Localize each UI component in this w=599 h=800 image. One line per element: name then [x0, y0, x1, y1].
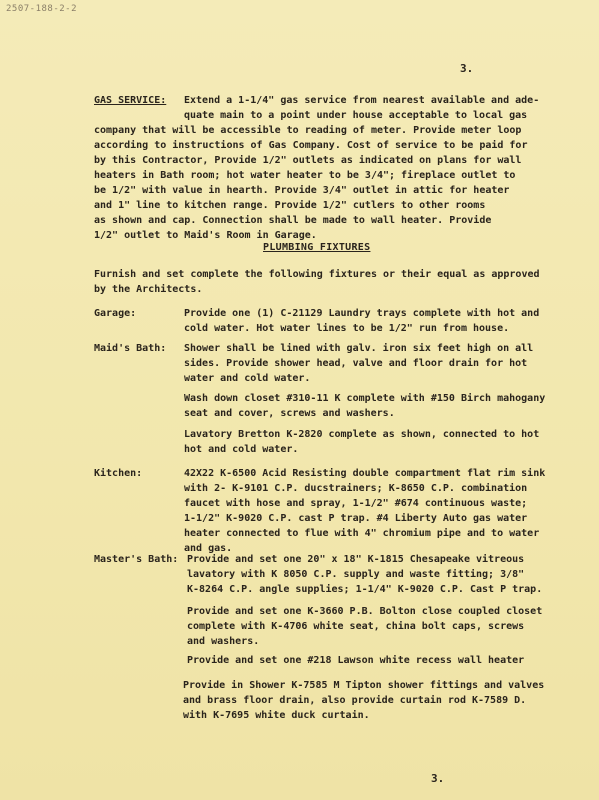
gas-line-10: 1/2" outlet to Maid's Room in Garage.	[94, 230, 317, 241]
gas-service-label-row	[94, 93, 166, 108]
masters-bath-p3-line-1: Provide and set one #218 Lawson white recess wall heater	[187, 655, 525, 666]
maids-bath-p1-line-2: sides. Provide shower head, valve and floor drain for hot	[184, 358, 528, 369]
page-number-bottom: 3.	[431, 772, 445, 785]
garage-text	[184, 306, 539, 336]
masters-bath-p1-line-1: Provide and set one 20" x 18" K-1815 Chesapeake vitreous	[187, 554, 525, 565]
garage-line-2: cold water. Hot water lines to be 1/2" run from house.	[184, 323, 510, 334]
maids-bath-p3-line-1: Lavatory Bretton K-2820 complete as shown, connected to hot	[184, 429, 540, 440]
gas-service-body	[94, 123, 527, 243]
gas-line-7: be 1/2" with value in hearth. Provide 3/4" outlet in attic for heater	[94, 185, 510, 196]
masters-bath-p4-line-1: Provide in Shower K-7585 M Tipton shower fittings and valves	[183, 680, 545, 691]
masters-bath-p2-line-1: Provide and set one K-3660 P.B. Bolton close coupled closet	[187, 606, 543, 617]
plumbing-fixtures-heading: PLUMBING FIXTURES	[263, 242, 371, 253]
masters-bath-p4-line-3: with K-7695 white duck curtain.	[183, 710, 370, 721]
kitchen-line-3: faucet with hose and spray, 1-1/2" #674 continuous waste;	[184, 498, 528, 509]
kitchen-line-2: with 2- K-9101 C.P. ducstrainers; K-8650 C.P. combination	[184, 483, 528, 494]
maids-bath-p1-line-1: Shower shall be lined with galv. iron six feet high on all	[184, 343, 534, 354]
gas-line-4: according to instructions of Gas Company. Cost of service to be paid for	[94, 140, 528, 151]
gas-line-2: quate main to a point under house acceptable to local gas	[184, 110, 528, 121]
maids-bath-p1	[184, 341, 533, 386]
masters-bath-label: Master's Bath:	[94, 554, 179, 565]
gas-service-first-lines	[184, 93, 539, 123]
gas-line-8: and 1" line to kitchen range. Provide 1/2" cutlers to other rooms	[94, 200, 486, 211]
maids-bath-p1-line-3: water and cold water.	[184, 373, 311, 384]
kitchen-line-5: heater connected to flue with 4" chromium pipe and to water	[184, 528, 540, 539]
masters-bath-p2	[187, 604, 542, 649]
masters-bath-p4-line-2: and brass floor drain, also provide curtain rod K-7589 D.	[183, 695, 527, 706]
maids-bath-p2-line-2: seat and cover, screws and washers.	[184, 408, 395, 419]
kitchen-text	[184, 466, 545, 556]
maids-bath-label: Maid's Bath:	[94, 343, 167, 354]
masters-bath-p3	[187, 653, 524, 668]
maids-bath-p2-line-1: Wash down closet #310-11 K complete with #150 Birch mahogany	[184, 393, 546, 404]
kitchen-line-1: 42X22 K-6500 Acid Resisting double compartment flat rim sink	[184, 468, 546, 479]
masters-bath-p2-line-3: and washers.	[187, 636, 260, 647]
gas-line-6: heaters in Bath room; hot water heater to be 3/4"; fireplace outlet to	[94, 170, 516, 181]
kitchen-label: Kitchen:	[94, 468, 143, 479]
garage-label: Garage:	[94, 308, 137, 319]
masters-bath-p1-line-2: lavatory with K 8050 C.P. supply and waste fitting; 3/8"	[187, 569, 525, 580]
kitchen-line-4: 1-1/2" K-9020 C.P. cast P trap. #4 Liberty Auto gas water	[184, 513, 528, 524]
gas-line-9: as shown and cap. Connection shall be made to wall heater. Provide	[94, 215, 492, 226]
maids-bath-p2	[184, 391, 545, 421]
gas-line-1: Extend a 1-1/4" gas service from nearest available and ade-	[184, 95, 540, 106]
masters-bath-p1-line-3: K-8264 C.P. angle supplies; 1-1/4" K-9020 C.P. Cast P trap.	[187, 584, 543, 595]
page-number-top: 3.	[460, 62, 474, 75]
maids-bath-p3-line-2: hot and cold water.	[184, 444, 299, 455]
intro-line-1: Furnish and set complete the following fixtures or their equal as approved	[94, 269, 540, 280]
masters-bath-p4	[183, 678, 544, 723]
corner-mark: 2507-188-2-2	[6, 4, 78, 14]
masters-bath-p1	[187, 552, 542, 597]
gas-line-3: company that will be accessible to reading of meter. Provide meter loop	[94, 125, 522, 136]
gas-service-label: GAS SERVICE:	[94, 95, 167, 106]
kitchen-line-6: and gas.	[184, 543, 233, 554]
intro-line-2: by the Architects.	[94, 284, 203, 295]
maids-bath-p3	[184, 427, 539, 457]
gas-line-5: by this Contractor, Provide 1/2" outlets as indicated on plans for wall	[94, 155, 522, 166]
intro-paragraph	[94, 267, 540, 297]
garage-line-1: Provide one (1) C-21129 Laundry trays complete with hot and	[184, 308, 540, 319]
masters-bath-p2-line-2: complete with K-4706 white seat, china bolt caps, screws	[187, 621, 525, 632]
